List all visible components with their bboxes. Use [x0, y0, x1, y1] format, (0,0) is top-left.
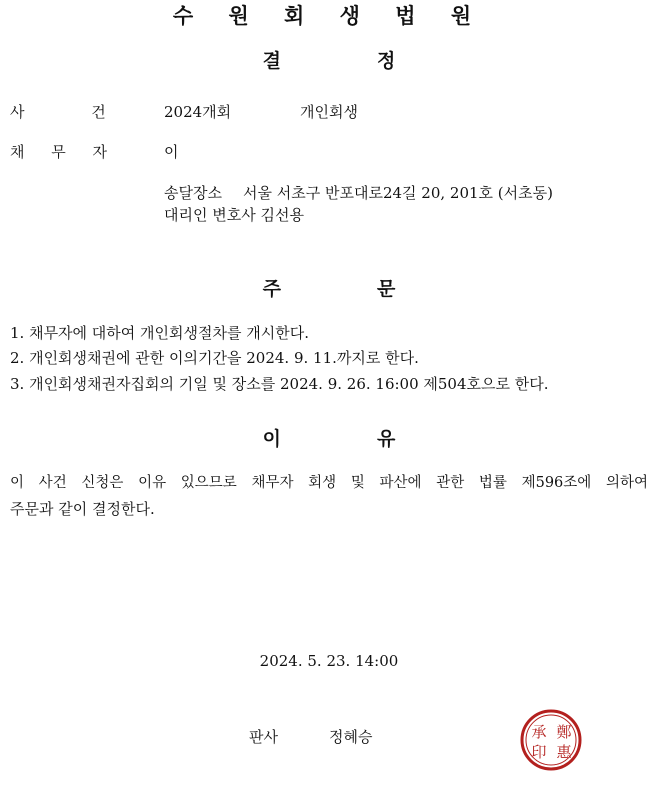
- reason-heading-char-1: 이: [262, 428, 281, 450]
- decision-heading: [0, 46, 658, 73]
- order-heading-char-2: 문: [377, 278, 396, 300]
- debtor-name: 이: [164, 143, 179, 161]
- order-heading: [0, 274, 658, 301]
- judge-title: 판사: [249, 728, 278, 746]
- order-heading-char-1: 주: [262, 278, 281, 300]
- reason-heading-char-2: 유: [377, 428, 396, 450]
- seal-char-1: 鄭: [556, 723, 572, 741]
- reason-heading: [0, 424, 658, 451]
- court-name: 수 원 회 생 법 원: [172, 4, 486, 28]
- order-item-2: 2. 개인회생채권에 관한 이의기간을 2024. 9. 11.까지로 한다.: [10, 349, 419, 367]
- case-label: 사 건: [10, 103, 106, 121]
- debtor-label: 채 무 자: [10, 143, 108, 161]
- case-number: 2024개회: [164, 103, 232, 121]
- order-item-3: 3. 개인회생채권자집회의 기일 및 장소를 2024. 9. 26. 16:00 제504호으로 한다.: [10, 375, 549, 393]
- debtor-address: 서울 서초구 반포대로24길 20, 201호 (서초동): [243, 184, 553, 202]
- case-type: 개인회생: [300, 103, 358, 121]
- decision-heading-char-1: 결: [262, 50, 281, 72]
- debtor-agent: 대리인 변호사 김선용: [164, 206, 304, 224]
- reason-line-2: 주문과 같이 결정한다.: [10, 500, 155, 518]
- reason-line-1: 이 사건 신청은 이유 있으므로 채무자 회생 및 파산에 관한 법률 제596조에 의하여: [10, 475, 648, 491]
- seal-char-2: 惠: [556, 743, 572, 761]
- decision-date: 2024. 5. 23. 14:00: [259, 652, 399, 670]
- decision-heading-char-2: 정: [377, 50, 396, 72]
- address-label: 송달장소: [164, 184, 222, 202]
- judge-name: 정혜승: [329, 728, 373, 746]
- seal-graphic: [514, 703, 588, 777]
- seal-char-4: 印: [531, 743, 547, 761]
- seal-char-3: 承: [531, 723, 547, 741]
- judge-seal: [514, 703, 588, 777]
- order-item-1: 1. 채무자에 대하여 개인회생절차를 개시한다.: [10, 324, 309, 342]
